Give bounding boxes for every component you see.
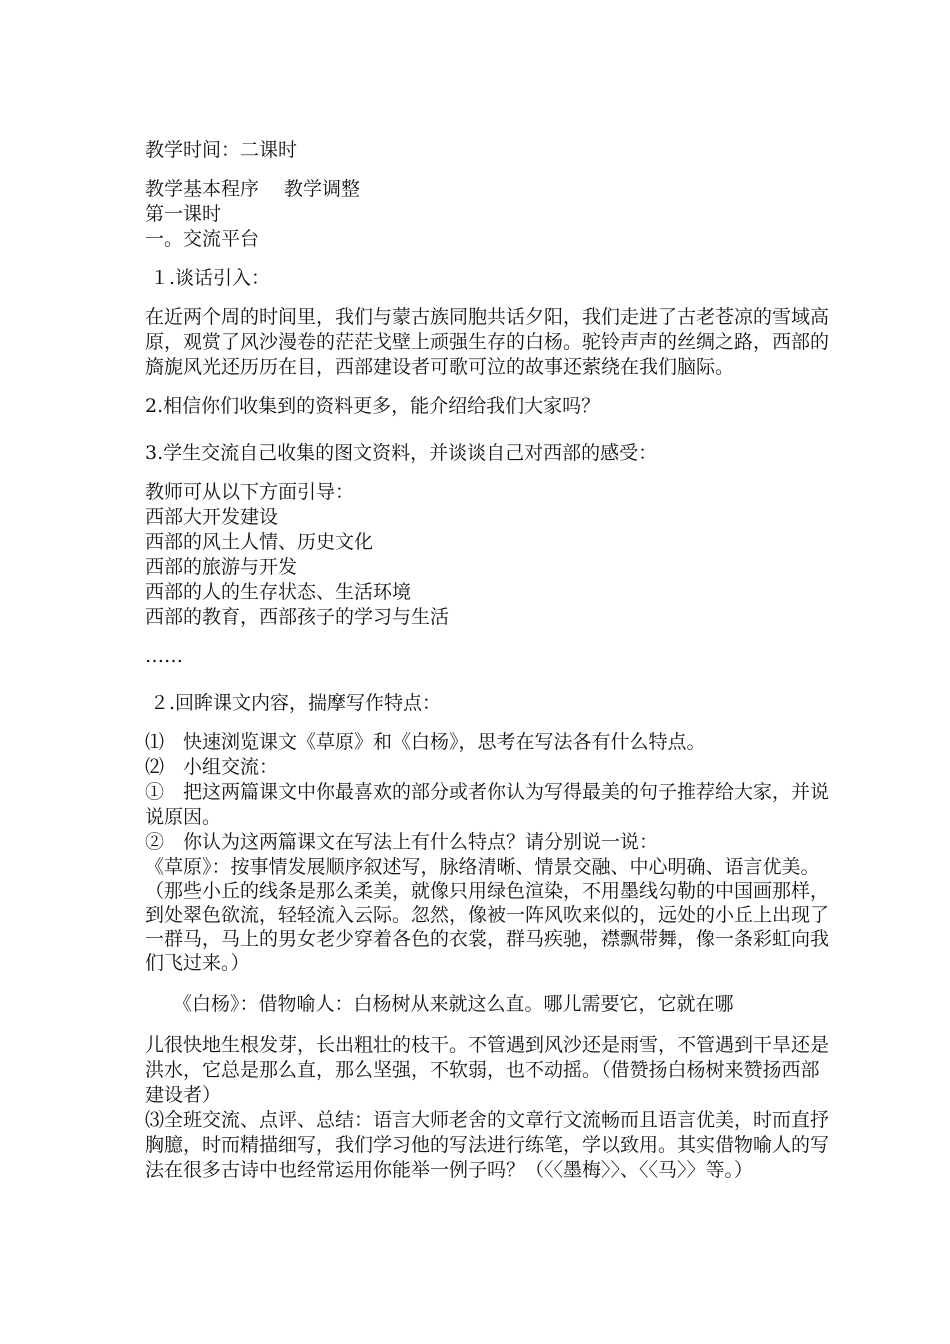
program-header: 教学基本程序 教学调整: [145, 178, 361, 200]
guide-item: 西部的教育，西部孩子的学习与生活: [145, 606, 450, 628]
ellipsis: ……: [145, 645, 183, 667]
baiyang-paragraph: 儿很快地生根发芽，长出粗壮的枝干。不管遇到风沙还是雨雪，不管遇到干旱还是洪水，它总是那么直，那么坚强，不软弱，也不动摇。（借赞扬白杨树来赞扬西部建设者）: [145, 1034, 830, 1106]
document-page: [145, 138, 835, 1183]
sub-item-class-summary: ⑶全班交流、点评、总结：语言大师老舍的文章行文流畅而且语言优美，时而直抒胸臆，时而精描细写，我们学习他的写法进行练笔，学以致用。其实借物喻人的写法在很多古诗中也经常运用你能举一例子吗？（〈〈墨梅〉〉、〈〈马〉〉等。）: [145, 1109, 830, 1181]
teaching-time: 教学时间：二课时: [145, 139, 298, 161]
guide-item: 西部的风土人情、历史文化: [145, 531, 374, 553]
circle-item-favorite: ① 把这两篇课文中你最喜欢的部分或者你认为写得最美的句子推荐给大家，并说说原因。: [145, 781, 830, 828]
sub-item-group: ⑵ 小组交流：: [145, 756, 279, 778]
caoyuan-paragraph: 《草原》：按事情发展顺序叙述写，脉络清晰、情景交融、中心明确、语言优美。（那些小丘的线条是那么柔美，就像只用绿色渲染，不用墨线勾勒的中国画那样，到处翠色欲流，轻轻流入云际。忽然，像被一阵风吹来似的，远处的小丘上出现了一群马，马上的男女老少穿着各色的衣裳，群马疾驰，襟飘带舞，像一条彩虹向我们飞过来。）: [145, 856, 830, 974]
guide-item: 西部大开发建设: [145, 506, 279, 528]
sub-item-browse: ⑴ 快速浏览课文《草原》和《白杨》，思考在写法各有什么特点。: [145, 731, 706, 753]
intro-paragraph: 在近两个周的时间里，我们与蒙古族同胞共话夕阳，我们走进了古老苍凉的雪域高原，观赏了风沙漫卷的茫茫戈壁上顽强生存的白杨。驼铃声声的丝绸之路，西部的旖旎风光还历历在目，西部建设者可歌可泣的故事还萦绕在我们脑际。: [145, 306, 830, 378]
item-review-text: ２.回眸课文内容，揣摩写作特点：: [150, 692, 442, 714]
baiyang-first-line: 《白杨》：借物喻人：白杨树从来就这么直。哪儿需要它，它就在哪: [173, 993, 734, 1015]
lesson-one-heading: 第一课时: [145, 203, 222, 225]
item-talk-intro: １.谈话引入：: [150, 267, 271, 289]
guide-item: 西部的旅游与开发: [145, 556, 298, 578]
section-one-heading: 一。交流平台: [145, 228, 260, 250]
guide-item: 西部的人的生存状态、生活环境: [145, 581, 412, 603]
item-student-exchange: 3.学生交流自己收集的图文资料，并谈谈自己对西部的感受：: [145, 442, 658, 464]
guide-title: 教师可从以下方面引导：: [145, 481, 355, 503]
item-collect-materials: 2.相信你们收集到的资料更多，能介绍给我们大家吗？: [145, 395, 601, 417]
circle-item-features: ② 你认为这两篇课文在写法上有什么特点？请分别说一说：: [145, 831, 659, 853]
